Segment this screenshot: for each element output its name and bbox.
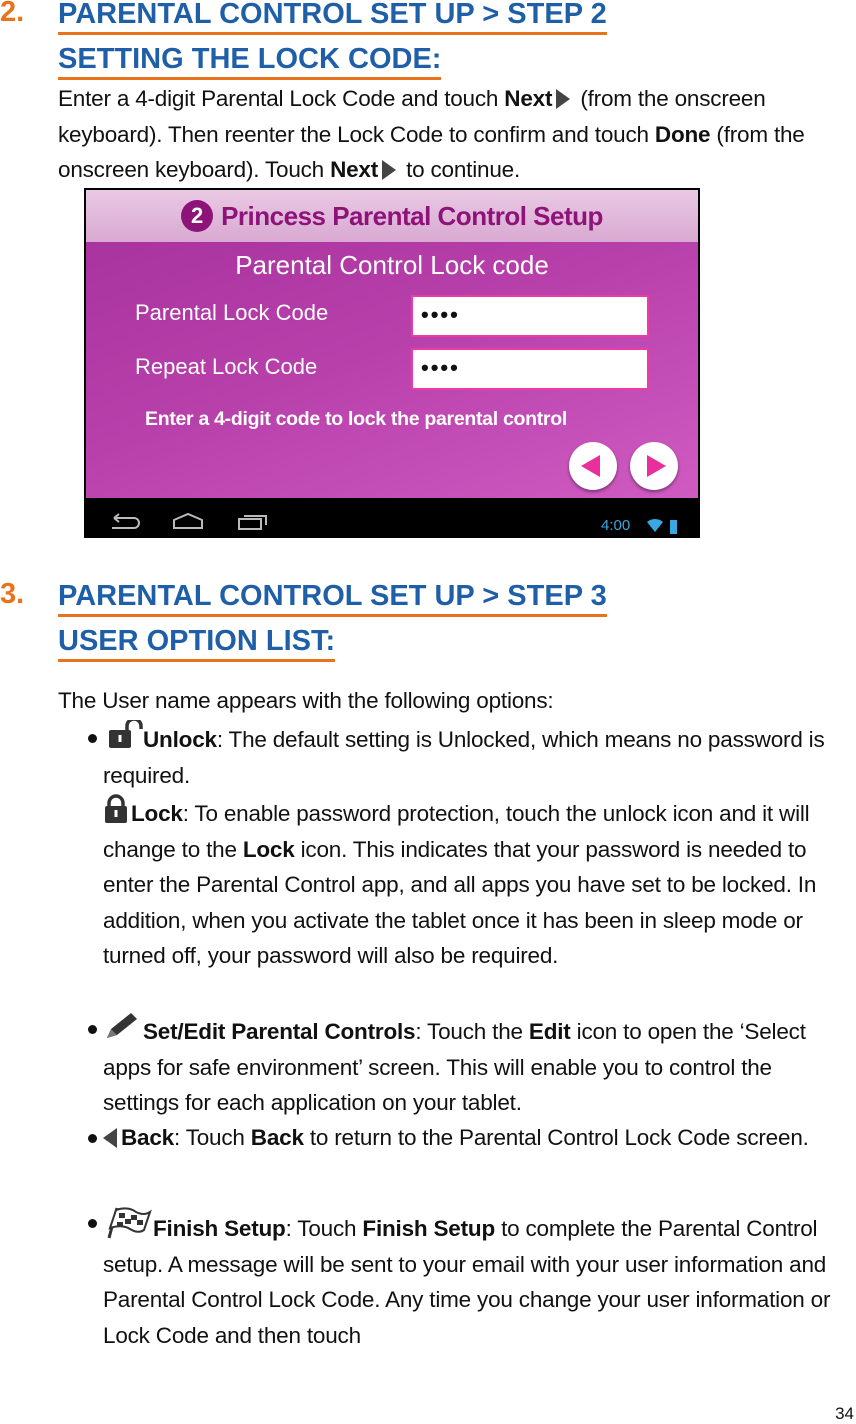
home-nav-icon <box>174 514 202 528</box>
next-arrow-icon <box>647 455 666 477</box>
next-arrow-icon <box>382 160 396 180</box>
clock: 4:00 <box>601 517 631 534</box>
repeat-code-label: Repeat Lock Code <box>135 354 318 379</box>
unlock-option: Unlock: The default setting is Unlocked, which means no password is required. <box>103 720 853 793</box>
intro-text: The User name appears with the following options: <box>58 688 554 713</box>
bullet <box>88 1219 97 1228</box>
back-nav-icon <box>112 514 139 528</box>
bullet <box>88 1134 97 1143</box>
wifi-icon <box>647 519 663 532</box>
recents-nav-icon <box>239 519 261 529</box>
back-button[interactable] <box>569 442 617 490</box>
back-arrow-icon <box>103 1128 117 1148</box>
lock-code-screenshot <box>84 188 700 538</box>
hint-text: Enter a 4-digit code to lock the parental control <box>145 408 567 430</box>
section-heading: PARENTAL CONTROL SET UP > STEP 3 USER OPTION LIST: <box>58 574 607 664</box>
back-arrow-icon <box>581 455 600 477</box>
page-number: 34 <box>835 1404 854 1423</box>
screen-subtitle: Parental Control Lock code <box>235 250 549 280</box>
next-arrow-icon <box>556 89 570 109</box>
lock-icon <box>103 794 131 824</box>
next-button[interactable] <box>630 442 678 490</box>
screen-title: Princess Parental Control Setup <box>221 200 603 231</box>
step-badge: 2 <box>181 200 213 232</box>
bullet <box>88 734 97 743</box>
lock-code-label: Parental Lock Code <box>135 300 329 325</box>
unlock-icon <box>103 720 143 750</box>
battery-icon <box>670 520 677 534</box>
pencil-edit-icon <box>103 1012 143 1042</box>
section-number: 3. <box>0 578 25 610</box>
edit-option: Set/Edit Parental Controls: Touch the Edit icon to open the ‘Select apps for safe environment’ screen. This will enable you to control the settings for each application on your tablet. <box>103 1012 853 1121</box>
lock-option: Lock: To enable password protection, touch the unlock icon and it will change to the Lock icon. This indicates that your password is needed to enter the Parental Control app, and all apps you have set to be locked. In addition, when you activate the tablet once it has been in sleep mode or turned off, your password will also be required. <box>103 794 853 974</box>
paragraph: Enter a 4-digit Parental Lock Code and touch Next (from the onscreen keyboard). Then reenter the Lock Code to confirm and touch Done (from the onscreen keyboard). Touch Next to continue. <box>58 86 805 182</box>
repeat-code-input[interactable]: •••• <box>411 348 649 390</box>
section-number: 2. <box>0 0 25 28</box>
back-option: Back: Touch Back to return to the Parental Control Lock Code screen. <box>103 1120 855 1156</box>
finish-option: Finish Setup: Touch Finish Setup to complete the Parental Control setup. A message will be sent to your email with your user information and Parental Control Lock Code. Any time you change your user information or Lock Code and then touch <box>103 1206 853 1353</box>
bullet <box>88 1025 97 1034</box>
android-nav-bar <box>84 498 700 538</box>
section-heading: PARENTAL CONTROL SET UP > STEP 2 SETTING THE LOCK CODE: <box>58 0 607 82</box>
lock-code-input[interactable]: •••• <box>411 295 649 337</box>
checkered-flag-icon <box>103 1206 153 1240</box>
